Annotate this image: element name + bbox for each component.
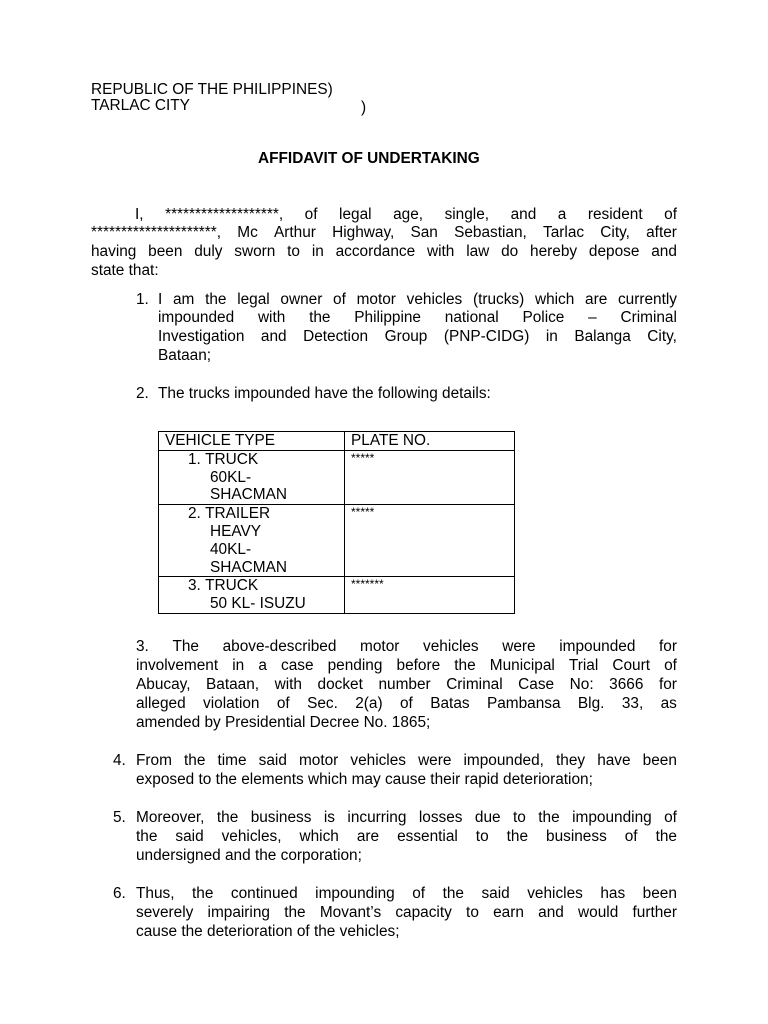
- word: Highway,: [332, 224, 395, 241]
- word: are: [356, 828, 380, 845]
- vehicle-number: 1.: [188, 450, 201, 468]
- word: do: [501, 243, 519, 260]
- word: which: [534, 291, 575, 308]
- word: motor: [298, 752, 339, 769]
- word: Moreover,: [136, 809, 205, 826]
- word: and: [651, 243, 677, 260]
- item-3-line-3: [136, 675, 677, 694]
- vehicle-type-cell: [159, 505, 345, 577]
- word: legal: [339, 206, 372, 223]
- item-4-number: 4.: [113, 752, 126, 769]
- word: vehicles: [350, 752, 406, 769]
- word: currently: [617, 291, 677, 308]
- word: and: [510, 206, 537, 223]
- word: said: [175, 828, 204, 845]
- item-3-line-4: [136, 694, 677, 713]
- word: number: [378, 676, 431, 693]
- item-1-number: 1.: [136, 291, 149, 308]
- word: motor: [360, 638, 400, 655]
- word: and: [538, 904, 564, 921]
- word: (PNP-CIDG): [443, 328, 530, 345]
- word: Trial: [568, 657, 599, 674]
- word: The: [172, 638, 199, 655]
- word: duly: [194, 243, 223, 260]
- vehicle-number: 2.: [188, 505, 201, 523]
- word: of: [624, 828, 638, 845]
- item-6-line-2: [136, 903, 677, 922]
- word: business: [546, 828, 607, 845]
- word: Municipal: [489, 657, 555, 674]
- intro-line-4: state that:: [91, 262, 159, 279]
- word: impounded: [559, 638, 636, 655]
- word: due: [474, 809, 501, 826]
- word: City,: [647, 328, 677, 345]
- word: accordance: [335, 243, 416, 260]
- word: for: [659, 638, 677, 655]
- plate-value: *****: [351, 450, 375, 465]
- word: case: [281, 657, 314, 674]
- word: the: [216, 809, 239, 826]
- word: of: [304, 206, 318, 223]
- vehicle-number: 3.: [188, 577, 201, 595]
- vehicle-line: 50 KL- ISUZU: [210, 595, 306, 613]
- word: impairing: [207, 904, 270, 921]
- word: the: [538, 809, 560, 826]
- word: No:: [569, 676, 594, 693]
- item-3-line-2: [136, 656, 677, 675]
- word: Group: [384, 328, 428, 345]
- item-1-line-4: Bataan;: [158, 347, 212, 364]
- table-row: [159, 577, 515, 614]
- item-3-line-5: amended by Presidential Decree No. 1865;: [136, 714, 431, 731]
- word: severely: [136, 904, 194, 921]
- word: vehicles: [527, 885, 583, 902]
- word: –: [588, 309, 597, 326]
- item-5-number: 5.: [113, 809, 126, 826]
- word: and: [260, 328, 287, 345]
- word: hereby: [530, 243, 578, 260]
- vehicle-line: 60KL-: [210, 468, 252, 486]
- word: the: [136, 828, 158, 845]
- word: a: [258, 657, 267, 674]
- word: of: [412, 885, 426, 902]
- plate-value: *******: [351, 577, 384, 592]
- word: impounded,: [463, 752, 544, 769]
- word: of: [664, 206, 677, 223]
- word: sworn: [234, 243, 276, 260]
- word: Abucay,: [136, 676, 191, 693]
- vehicle-line: TRUCK: [205, 577, 259, 595]
- word: depose: [588, 243, 640, 260]
- word: pending: [327, 657, 383, 674]
- word: impounding: [315, 885, 395, 902]
- intro-line-3: [91, 242, 677, 261]
- header-republic: REPUBLIC OF THE PHILIPPINES): [91, 81, 333, 98]
- word: owner: [280, 291, 323, 308]
- word: of: [333, 291, 346, 308]
- table-header-row: [159, 432, 515, 451]
- word: to: [513, 809, 526, 826]
- word: would: [578, 904, 619, 921]
- word: Thus,: [136, 885, 175, 902]
- item-2-text: The trucks impounded have the following details:: [158, 385, 491, 402]
- item-6-line-3: cause the deterioration of the vehicles;: [136, 923, 400, 940]
- word: Mc: [237, 224, 258, 241]
- word: From: [136, 752, 172, 769]
- word: Bataan,: [206, 676, 260, 693]
- word: with: [274, 676, 302, 693]
- word: single,: [444, 206, 490, 223]
- item-2-number: 2.: [136, 385, 149, 402]
- vehicle-line: SHACMAN: [210, 558, 287, 576]
- item-4-line-2: exposed to the elements which may cause their rapid deterioration;: [136, 771, 593, 788]
- word: law: [466, 243, 490, 260]
- intro-line-2: [91, 223, 677, 242]
- word: the: [192, 885, 214, 902]
- word: essential: [397, 828, 458, 845]
- word: *********************,: [91, 224, 222, 241]
- word: Police: [522, 309, 565, 326]
- word: to: [475, 828, 489, 845]
- word: 2(a): [355, 695, 383, 712]
- word: San: [410, 224, 438, 241]
- word: they: [556, 752, 586, 769]
- word: to: [466, 904, 479, 921]
- word: Sebastian,: [454, 224, 527, 241]
- word: am: [172, 291, 195, 308]
- word: said: [258, 752, 287, 769]
- word: been: [642, 885, 677, 902]
- word: are: [585, 291, 608, 308]
- word: the: [184, 752, 206, 769]
- word: age,: [393, 206, 424, 223]
- word: above-described: [222, 638, 337, 655]
- word: Philippine: [354, 309, 421, 326]
- word: impounded: [158, 309, 235, 326]
- word: were: [502, 638, 536, 655]
- word: which: [299, 828, 339, 845]
- word: been: [642, 752, 677, 769]
- word: the: [506, 828, 529, 845]
- word: vehicles,: [221, 828, 282, 845]
- header-paren: ): [361, 99, 367, 116]
- word: before: [396, 657, 441, 674]
- word: motor: [356, 291, 396, 308]
- word: of: [664, 657, 677, 674]
- item-5-line-3: undersigned and the corporation;: [136, 847, 362, 864]
- word: in: [232, 657, 245, 674]
- word: with: [257, 309, 286, 326]
- item-5-line-2: [136, 827, 677, 846]
- word: Case: [518, 676, 555, 693]
- plate-cell: [345, 505, 515, 577]
- word: vehicles: [423, 638, 479, 655]
- word: City,: [600, 224, 630, 241]
- word: earn: [493, 904, 524, 921]
- word: time: [217, 752, 247, 769]
- document-title: AFFIDAVIT OF UNDERTAKING: [258, 150, 480, 167]
- word: Tarlac: [543, 224, 585, 241]
- word: Balanga: [574, 328, 631, 345]
- word: of: [276, 695, 290, 712]
- word: Investigation: [158, 328, 245, 345]
- plate-cell: [345, 450, 515, 504]
- header-vehicle-type: VEHICLE TYPE: [159, 432, 345, 451]
- word: been: [148, 243, 183, 260]
- word: *******************,: [165, 206, 284, 223]
- word: alleged: [136, 695, 186, 712]
- word: capacity: [395, 904, 452, 921]
- word: said: [481, 885, 510, 902]
- word: of: [400, 695, 413, 712]
- vehicle-line: 40KL-: [210, 540, 252, 558]
- word: Batas: [430, 695, 470, 712]
- word: losses: [418, 809, 463, 826]
- word: 3.: [136, 638, 149, 655]
- word: to: [287, 243, 300, 260]
- item-1-line-1: [158, 290, 677, 309]
- word: Arthur: [274, 224, 316, 241]
- word: have: [597, 752, 631, 769]
- vehicle-line: TRAILER: [205, 505, 271, 523]
- intro-line-1: [135, 205, 677, 224]
- word: Detection: [303, 328, 369, 345]
- word: has: [600, 885, 626, 902]
- vehicle-line: HEAVY: [210, 522, 262, 540]
- word: Criminal: [620, 309, 677, 326]
- word: a: [557, 206, 567, 223]
- table-row: [159, 505, 515, 577]
- item-4-line-1: [136, 751, 677, 770]
- word: Pambansa: [486, 695, 561, 712]
- word: violation: [203, 695, 260, 712]
- word: in: [311, 243, 324, 260]
- word: legal: [237, 291, 270, 308]
- word: the: [284, 904, 306, 921]
- word: national: [444, 309, 499, 326]
- word: for: [658, 676, 677, 693]
- word: Movant’s: [319, 904, 382, 921]
- word: resident: [587, 206, 643, 223]
- item-6-number: 6.: [113, 885, 126, 902]
- word: I,: [135, 206, 144, 223]
- item-1-line-3: [158, 327, 677, 346]
- word: the: [205, 291, 227, 308]
- word: docket: [317, 676, 363, 693]
- word: involvement: [136, 657, 219, 674]
- word: in: [545, 328, 558, 345]
- word: Blg.: [577, 695, 605, 712]
- word: the: [442, 885, 464, 902]
- word: as: [660, 695, 677, 712]
- word: continued: [230, 885, 298, 902]
- word: with: [427, 243, 455, 260]
- word: further: [632, 904, 677, 921]
- word: having: [91, 243, 137, 260]
- word: 3666: [609, 676, 644, 693]
- table-row: [159, 450, 515, 504]
- word: the: [309, 309, 331, 326]
- word: Criminal: [446, 676, 503, 693]
- vehicle-type-cell: [159, 450, 345, 504]
- word: (trucks): [472, 291, 525, 308]
- word: business: [250, 809, 312, 826]
- word: Sec.: [307, 695, 338, 712]
- header-tarlac-city: TARLAC CITY: [91, 97, 190, 114]
- plate-cell: [345, 577, 515, 614]
- item-5-line-1: [136, 808, 677, 827]
- vehicle-type-cell: [159, 577, 345, 614]
- vehicle-table: [158, 431, 515, 614]
- item-3-line-1: [136, 637, 677, 656]
- word: Court: [612, 657, 651, 674]
- word: incurring: [347, 809, 407, 826]
- plate-value: *****: [351, 505, 375, 520]
- header-plate-no: PLATE NO.: [345, 432, 515, 451]
- word: is: [323, 809, 335, 826]
- word: 33,: [621, 695, 644, 712]
- item-1-line-2: [158, 308, 677, 327]
- word: the: [454, 657, 476, 674]
- item-6-line-1: [136, 884, 677, 903]
- word: the: [655, 828, 677, 845]
- word: impounding: [572, 809, 652, 826]
- vehicle-line: SHACMAN: [210, 486, 287, 504]
- vehicle-line: TRUCK: [205, 450, 259, 468]
- word: I: [158, 291, 163, 308]
- word: after: [646, 224, 677, 241]
- word: of: [664, 809, 677, 826]
- word: were: [418, 752, 452, 769]
- word: vehicles: [406, 291, 463, 308]
